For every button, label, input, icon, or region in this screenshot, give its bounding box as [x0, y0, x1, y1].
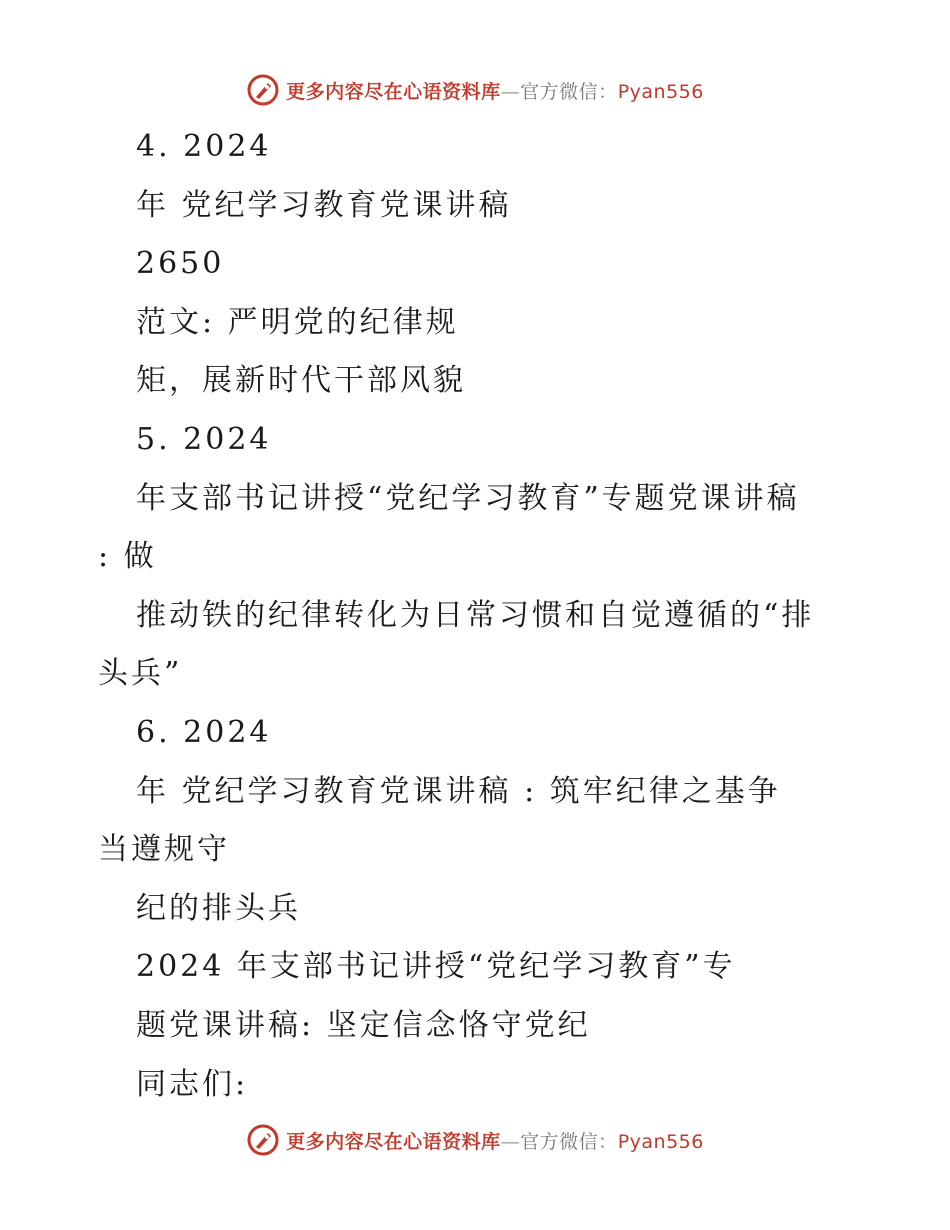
watermark-brand: 更多内容尽在心语资料库 — [286, 1130, 501, 1153]
watermark-brand: 更多内容尽在心语资料库 — [286, 80, 501, 103]
text-line: 6. 2024 — [136, 714, 272, 750]
watermark-account: Pyan556 — [617, 1130, 704, 1153]
watermark-account: Pyan556 — [617, 80, 704, 103]
footer-watermark — [0, 1120, 950, 1160]
text-line: 同志们: — [136, 1066, 249, 1102]
text-line: 矩，展新时代干部风貌 — [136, 363, 466, 399]
document-body — [98, 118, 898, 1114]
text-line: 年 党纪学习教育党课讲稿 — [136, 187, 512, 223]
pen-nib-seal-icon — [246, 1123, 280, 1157]
watermark-dash: — — [500, 80, 521, 103]
header-watermark — [0, 70, 950, 110]
text-line: 5. 2024 — [136, 421, 272, 457]
text-line: 年 党纪学习教育党课讲稿 : 筑牢纪律之基争 — [136, 773, 781, 809]
watermark-wechat-label: 官方微信： — [520, 1130, 618, 1153]
text-line: : 做 — [98, 539, 157, 575]
text-line: 纪的排头兵 — [136, 890, 301, 926]
watermark-dash: — — [500, 1130, 521, 1153]
pen-nib-seal-icon — [246, 73, 280, 107]
text-line: 题党课讲稿: 坚定信念恪守党纪 — [136, 1007, 591, 1043]
text-line: 4. 2024 — [136, 129, 272, 164]
text-line: 2650 — [136, 246, 225, 282]
text-line: 年支部书记讲授“党纪学习教育”专题党课讲稿 — [136, 480, 800, 516]
watermark-wechat-label: 官方微信： — [520, 80, 618, 103]
text-line: 推动铁的纪律转化为日常习惯和自觉遵循的“排 — [136, 597, 815, 633]
text-line: 范文: 严明党的纪律规 — [136, 304, 459, 340]
text-line: 2024 年支部书记讲授“党纪学习教育”专 — [136, 949, 736, 985]
text-line: 当遵规守 — [98, 832, 230, 868]
text-line: 头兵” — [98, 656, 183, 692]
